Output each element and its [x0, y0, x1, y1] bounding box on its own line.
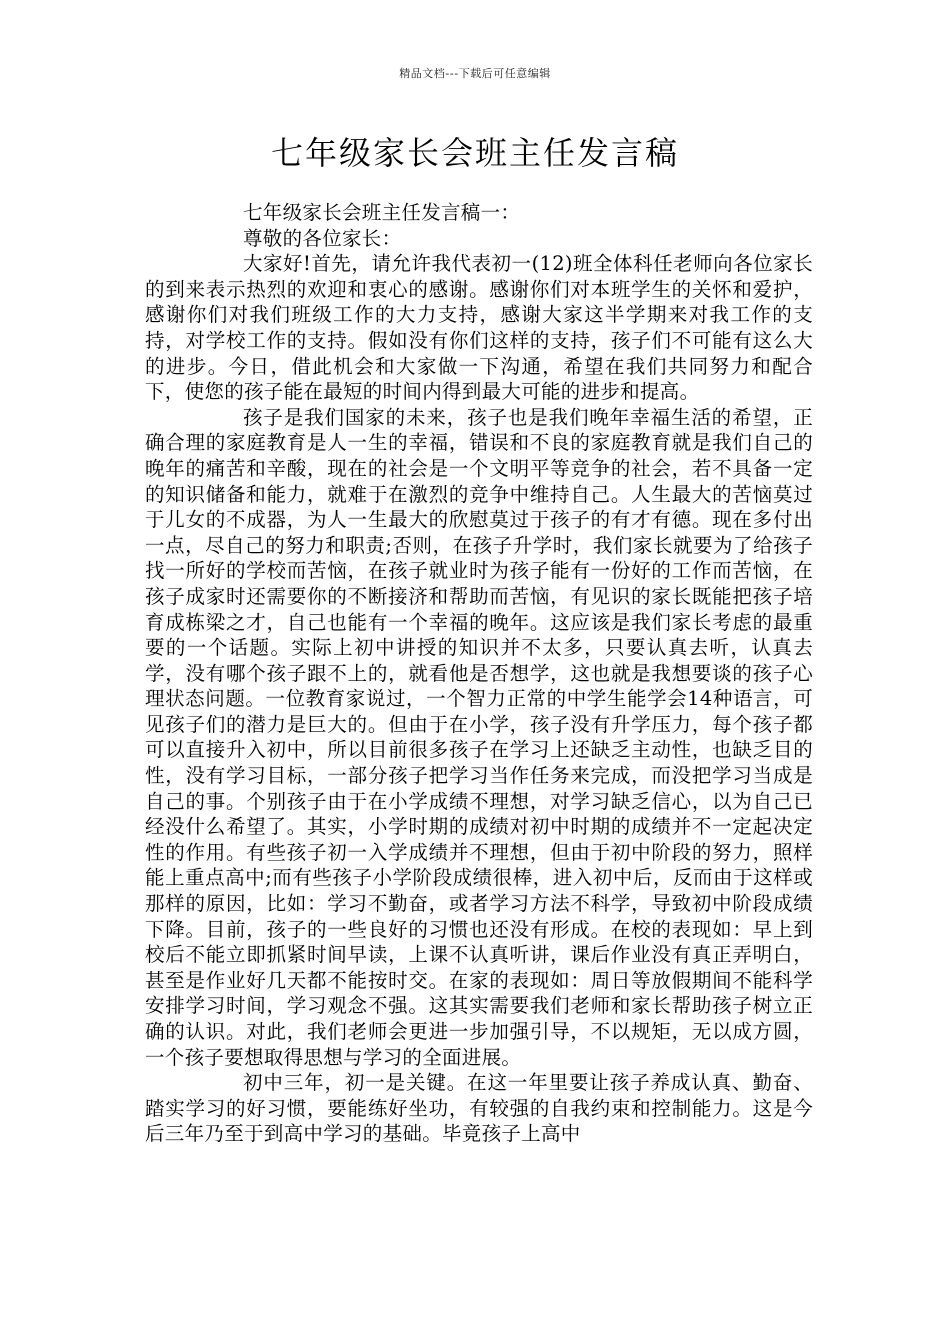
- paragraph-3: 初中三年，初一是关键。在这一年里要让孩子养成认真、勤奋、踏实学习的好习惯，要能练好坐功，有较强的自我约束和控制能力。这是今后三年乃至于到高中学习的基础。毕竟孩子上高中: [145, 1071, 813, 1146]
- page-header-note: 精品文档---下载后可任意编辑: [399, 67, 551, 80]
- document-subtitle: 七年级家长会班主任发言稿一：: [243, 201, 521, 224]
- paragraph-1: 大家好!首先，请允许我代表初一(12)班全体科任老师向各位家长的到来表示热烈的欢迎和衷心的感谢。感谢你们对本班学生的关怀和爱护，感谢你们对我们班级工作的大力支持，感谢大家这半学期来对我工作的支持，对学校工作的支持。假如没有你们这样的支持，孩子们不可能有这么大的进步。今日，借此机会和大家做一下沟通，希望在我们共同努力和配合下，使您的孩子能在最短的时间内得到最大可能的进步和提高。: [145, 252, 813, 404]
- paragraph-2: 孩子是我们国家的未来，孩子也是我们晚年幸福生活的希望，正确合理的家庭教育是人一生的幸福，错误和不良的家庭教育就是我们自己的晚年的痛苦和辛酸，现在的社会是一个文明平等竞争的社会，若不具备一定的知识储备和能力，就难于在激烈的竞争中维持自己。人生最大的苦恼莫过于儿女的不成器，为人一生最大的欣慰莫过于孩子的有才有德。现在多付出一点，尽自己的努力和职责;否则，在孩子升学时，我们家长就要为了给孩子找一所好的学校而苦恼，在孩子就业时为孩子能有一份好的工作而苦恼，在孩子成家时还需要你的不断接济和帮助而苦恼，有见识的家长既能把孩子培育成栋梁之才，自己也能有一个幸福的晚年。这应该是我们家长考虑的最重要的一个话题。实际上初中讲授的知识并不太多，只要认真去听，认真去学，没有哪个孩子跟不上的，就看他是否想学，这也就是我想要谈的孩子心理状态问题。一位教育家说过，一个智力正常的中学生能学会14种语言，可见孩子们的潜力是巨大的。但由于在小学，孩子没有升学压力，每个孩子都可以直接升入初中，所以目前很多孩子在学习上还缺乏主动性，也缺乏目的性，没有学习目标，一部分孩子把学习当作任务来完成，而没把学习当成是自己的事。个别孩子由于在小学成绩不理想，对学习缺乏信心，以为自己已经没什么希望了。其实，小学时期的成绩对初中时期的成绩并不一定起决定性的作用。有些孩子初一入学成绩并不理想，但由于初中阶段的努力，照样能上重点高中;而有些孩子小学阶段成绩很棒，进入初中后，反而由于这样或那样的原因，比如：学习不勤奋，或者学习方法不科学，导致初中阶段成绩下降。目前，孩子的一些良好的习惯也还没有形成。在校的表现如：早上到校后不能立即抓紧时间早读，上课不认真听讲，课后作业没有真正弄明白，甚至是作业好几天都不能按时交。在家的表现如：周日等放假期间不能科学安排学习时间，学习观念不强。这其实需要我们老师和家长帮助孩子树立正确的认识。对此，我们老师会更进一步加强引导，不以规矩，无以成方圆，一个孩子要想取得思想与学习的全面进展。: [145, 405, 813, 1069]
- salutation: 尊敬的各位家长：: [243, 226, 402, 250]
- document-title: 七年级家长会班主任发言稿: [270, 134, 679, 172]
- document-body: [145, 200, 813, 1147]
